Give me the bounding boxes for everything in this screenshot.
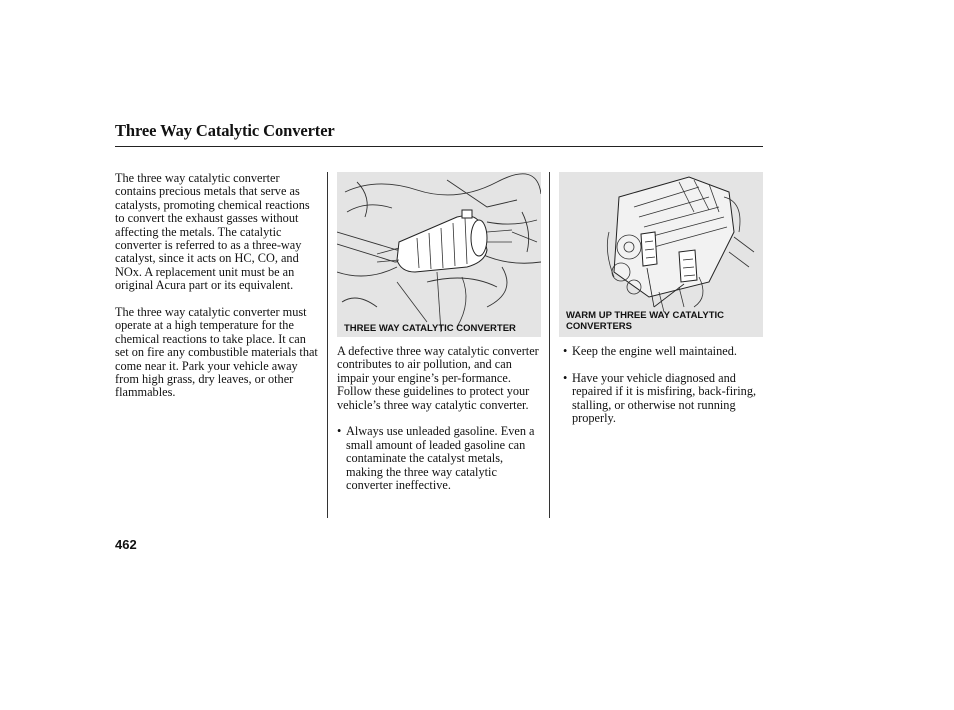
intro-paragraph: The three way catalytic converter contains precious metals that serve as catalysts, promoting chemical reactions to convert the exhaust gasses without affecting the metals. The catalytic converter is referred to as a three-way catalyst, since it acts on HC, CO, and NOx. A replacement unit must be an original Acura part or its equivalent. (115, 171, 310, 293)
title-rule (115, 146, 763, 147)
catalytic-converter-illustration (337, 172, 541, 337)
middle-bullet-list (337, 425, 543, 492)
list-item: • Keep the engine well maintained. (563, 345, 763, 358)
middle-column (337, 345, 543, 506)
page-number: 462 (115, 537, 137, 552)
catalytic-converter-figure (337, 172, 541, 337)
column-divider-2 (549, 172, 550, 518)
defect-paragraph: A defective three way catalytic converter contributes to air pollution, and can impair your engine’s per-formance. Follow these guidelines to protect your vehicle’s three way catalytic converter. (337, 344, 539, 412)
left-column (115, 172, 320, 413)
temperature-paragraph: The three way catalytic converter must operate at a high temperature for the chemical reactions to take place. It can set on fire any combustible materials that come near it. Park your vehicle away from high grass, dry leaves, or other flammables. (115, 305, 318, 400)
list-item: • Always use unleaded gasoline. Even a small amount of leaded gasoline can contaminate the catalyst metals, making the three way catalytic converter ineffective. (337, 425, 543, 492)
column-divider-1 (327, 172, 328, 518)
list-item: • Have your vehicle diagnosed and repaired if it is misfiring, back-firing, stalling, or otherwise not running properly. (563, 372, 763, 426)
figure-caption-warmup: WARM UP THREE WAY CATALYTIC CONVERTERS (566, 310, 724, 332)
right-column (563, 345, 763, 439)
right-bullet-list (563, 345, 763, 425)
figure-caption-converter: THREE WAY CATALYTIC CONVERTER (344, 323, 516, 334)
page-title: Three Way Catalytic Converter (115, 121, 335, 140)
